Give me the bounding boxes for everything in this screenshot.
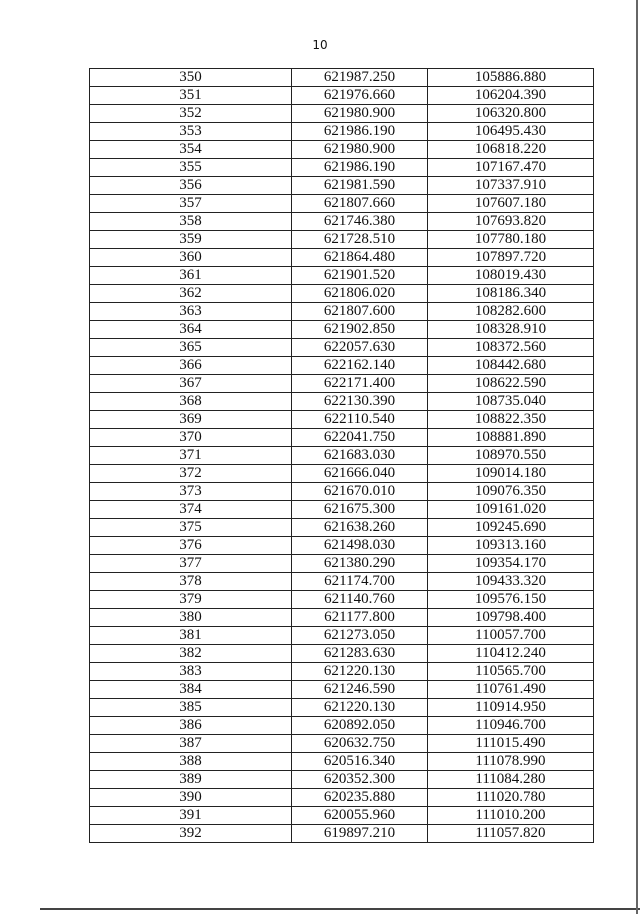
coordinates-table — [89, 68, 594, 843]
point-number-cell: 386 — [90, 717, 292, 735]
y-coordinate-cell: 105886.880 — [428, 69, 594, 87]
x-coordinate-cell: 620892.050 — [292, 717, 428, 735]
x-coordinate-cell: 621864.480 — [292, 249, 428, 267]
y-coordinate-cell: 107337.910 — [428, 177, 594, 195]
point-number-cell: 361 — [90, 267, 292, 285]
table-row — [90, 771, 594, 789]
table-row — [90, 483, 594, 501]
scan-edge-bottom — [40, 908, 640, 910]
table-row — [90, 519, 594, 537]
scan-edge-right — [636, 0, 638, 914]
x-coordinate-cell: 621666.040 — [292, 465, 428, 483]
point-number-cell: 358 — [90, 213, 292, 231]
x-coordinate-cell: 620516.340 — [292, 753, 428, 771]
point-number-cell: 366 — [90, 357, 292, 375]
table-row — [90, 807, 594, 825]
table-row — [90, 699, 594, 717]
x-coordinate-cell: 621670.010 — [292, 483, 428, 501]
point-number-cell: 388 — [90, 753, 292, 771]
point-number-cell: 385 — [90, 699, 292, 717]
point-number-cell: 376 — [90, 537, 292, 555]
point-number-cell: 384 — [90, 681, 292, 699]
y-coordinate-cell: 111078.990 — [428, 753, 594, 771]
point-number-cell: 367 — [90, 375, 292, 393]
table-row — [90, 159, 594, 177]
table-row — [90, 69, 594, 87]
table-row — [90, 645, 594, 663]
table-row — [90, 87, 594, 105]
y-coordinate-cell: 108372.560 — [428, 339, 594, 357]
y-coordinate-cell: 108186.340 — [428, 285, 594, 303]
table-row — [90, 375, 594, 393]
point-number-cell: 383 — [90, 663, 292, 681]
point-number-cell: 387 — [90, 735, 292, 753]
y-coordinate-cell: 107780.180 — [428, 231, 594, 249]
y-coordinate-cell: 108735.040 — [428, 393, 594, 411]
point-number-cell: 362 — [90, 285, 292, 303]
y-coordinate-cell: 110565.700 — [428, 663, 594, 681]
x-coordinate-cell: 621807.660 — [292, 195, 428, 213]
x-coordinate-cell: 621246.590 — [292, 681, 428, 699]
point-number-cell: 379 — [90, 591, 292, 609]
table-row — [90, 411, 594, 429]
x-coordinate-cell: 621987.250 — [292, 69, 428, 87]
point-number-cell: 364 — [90, 321, 292, 339]
point-number-cell: 357 — [90, 195, 292, 213]
point-number-cell: 370 — [90, 429, 292, 447]
table-row — [90, 231, 594, 249]
x-coordinate-cell: 622057.630 — [292, 339, 428, 357]
table-row — [90, 285, 594, 303]
point-number-cell: 374 — [90, 501, 292, 519]
table-row — [90, 663, 594, 681]
x-coordinate-cell: 621220.130 — [292, 699, 428, 717]
table-row — [90, 249, 594, 267]
x-coordinate-cell: 619897.210 — [292, 825, 428, 843]
y-coordinate-cell: 107607.180 — [428, 195, 594, 213]
table-row — [90, 825, 594, 843]
point-number-cell: 363 — [90, 303, 292, 321]
point-number-cell: 355 — [90, 159, 292, 177]
table-row — [90, 195, 594, 213]
y-coordinate-cell: 109313.160 — [428, 537, 594, 555]
point-number-cell: 372 — [90, 465, 292, 483]
x-coordinate-cell: 622130.390 — [292, 393, 428, 411]
table-row — [90, 627, 594, 645]
y-coordinate-cell: 106204.390 — [428, 87, 594, 105]
table-row — [90, 735, 594, 753]
y-coordinate-cell: 106495.430 — [428, 123, 594, 141]
x-coordinate-cell: 621273.050 — [292, 627, 428, 645]
y-coordinate-cell: 109076.350 — [428, 483, 594, 501]
page-number: 10 — [312, 38, 328, 52]
table-row — [90, 213, 594, 231]
table-row — [90, 447, 594, 465]
point-number-cell: 369 — [90, 411, 292, 429]
y-coordinate-cell: 109576.150 — [428, 591, 594, 609]
table-row — [90, 753, 594, 771]
y-coordinate-cell: 108822.350 — [428, 411, 594, 429]
y-coordinate-cell: 111057.820 — [428, 825, 594, 843]
y-coordinate-cell: 111020.780 — [428, 789, 594, 807]
point-number-cell: 373 — [90, 483, 292, 501]
y-coordinate-cell: 111010.200 — [428, 807, 594, 825]
point-number-cell: 392 — [90, 825, 292, 843]
x-coordinate-cell: 621901.520 — [292, 267, 428, 285]
point-number-cell: 353 — [90, 123, 292, 141]
x-coordinate-cell: 621976.660 — [292, 87, 428, 105]
y-coordinate-cell: 109161.020 — [428, 501, 594, 519]
y-coordinate-cell: 111084.280 — [428, 771, 594, 789]
y-coordinate-cell: 108019.430 — [428, 267, 594, 285]
point-number-cell: 377 — [90, 555, 292, 573]
table-row — [90, 429, 594, 447]
x-coordinate-cell: 621675.300 — [292, 501, 428, 519]
table-row — [90, 105, 594, 123]
y-coordinate-cell: 107167.470 — [428, 159, 594, 177]
x-coordinate-cell: 621140.760 — [292, 591, 428, 609]
y-coordinate-cell: 108328.910 — [428, 321, 594, 339]
table-row — [90, 321, 594, 339]
x-coordinate-cell: 621807.600 — [292, 303, 428, 321]
table-row — [90, 303, 594, 321]
x-coordinate-cell: 621981.590 — [292, 177, 428, 195]
point-number-cell: 390 — [90, 789, 292, 807]
point-number-cell: 380 — [90, 609, 292, 627]
point-number-cell: 352 — [90, 105, 292, 123]
point-number-cell: 351 — [90, 87, 292, 105]
y-coordinate-cell: 107693.820 — [428, 213, 594, 231]
y-coordinate-cell: 111015.490 — [428, 735, 594, 753]
y-coordinate-cell: 110057.700 — [428, 627, 594, 645]
y-coordinate-cell: 109433.320 — [428, 573, 594, 591]
table-row — [90, 339, 594, 357]
point-number-cell: 359 — [90, 231, 292, 249]
y-coordinate-cell: 110946.700 — [428, 717, 594, 735]
table-row — [90, 717, 594, 735]
y-coordinate-cell: 106818.220 — [428, 141, 594, 159]
y-coordinate-cell: 107897.720 — [428, 249, 594, 267]
point-number-cell: 368 — [90, 393, 292, 411]
point-number-cell: 389 — [90, 771, 292, 789]
table-row — [90, 537, 594, 555]
table-row — [90, 393, 594, 411]
x-coordinate-cell: 622110.540 — [292, 411, 428, 429]
x-coordinate-cell: 621498.030 — [292, 537, 428, 555]
x-coordinate-cell: 621902.850 — [292, 321, 428, 339]
point-number-cell: 382 — [90, 645, 292, 663]
table-row — [90, 609, 594, 627]
x-coordinate-cell: 620352.300 — [292, 771, 428, 789]
x-coordinate-cell: 621174.700 — [292, 573, 428, 591]
table-row — [90, 681, 594, 699]
x-coordinate-cell: 621980.900 — [292, 105, 428, 123]
x-coordinate-cell: 621986.190 — [292, 123, 428, 141]
x-coordinate-cell: 622162.140 — [292, 357, 428, 375]
y-coordinate-cell: 108881.890 — [428, 429, 594, 447]
y-coordinate-cell: 109354.170 — [428, 555, 594, 573]
x-coordinate-cell: 621283.630 — [292, 645, 428, 663]
x-coordinate-cell: 621980.900 — [292, 141, 428, 159]
y-coordinate-cell: 110914.950 — [428, 699, 594, 717]
x-coordinate-cell: 622171.400 — [292, 375, 428, 393]
y-coordinate-cell: 108622.590 — [428, 375, 594, 393]
y-coordinate-cell: 108442.680 — [428, 357, 594, 375]
point-number-cell: 350 — [90, 69, 292, 87]
x-coordinate-cell: 621220.130 — [292, 663, 428, 681]
table-row — [90, 177, 594, 195]
x-coordinate-cell: 621380.290 — [292, 555, 428, 573]
y-coordinate-cell: 110412.240 — [428, 645, 594, 663]
x-coordinate-cell: 621683.030 — [292, 447, 428, 465]
point-number-cell: 375 — [90, 519, 292, 537]
table-row — [90, 555, 594, 573]
table-row — [90, 501, 594, 519]
point-number-cell: 391 — [90, 807, 292, 825]
table-row — [90, 267, 594, 285]
x-coordinate-cell: 620055.960 — [292, 807, 428, 825]
y-coordinate-cell: 109245.690 — [428, 519, 594, 537]
table-row — [90, 123, 594, 141]
point-number-cell: 365 — [90, 339, 292, 357]
table-row — [90, 465, 594, 483]
y-coordinate-cell: 106320.800 — [428, 105, 594, 123]
x-coordinate-cell: 620632.750 — [292, 735, 428, 753]
point-number-cell: 381 — [90, 627, 292, 645]
point-number-cell: 371 — [90, 447, 292, 465]
table-row — [90, 591, 594, 609]
x-coordinate-cell: 621638.260 — [292, 519, 428, 537]
point-number-cell: 354 — [90, 141, 292, 159]
x-coordinate-cell: 621986.190 — [292, 159, 428, 177]
coordinates-table-body — [90, 69, 594, 843]
x-coordinate-cell: 621177.800 — [292, 609, 428, 627]
y-coordinate-cell: 108282.600 — [428, 303, 594, 321]
y-coordinate-cell: 108970.550 — [428, 447, 594, 465]
table-row — [90, 357, 594, 375]
x-coordinate-cell: 621728.510 — [292, 231, 428, 249]
x-coordinate-cell: 621746.380 — [292, 213, 428, 231]
x-coordinate-cell: 622041.750 — [292, 429, 428, 447]
point-number-cell: 378 — [90, 573, 292, 591]
point-number-cell: 360 — [90, 249, 292, 267]
y-coordinate-cell: 109798.400 — [428, 609, 594, 627]
y-coordinate-cell: 109014.180 — [428, 465, 594, 483]
table-row — [90, 789, 594, 807]
y-coordinate-cell: 110761.490 — [428, 681, 594, 699]
x-coordinate-cell: 621806.020 — [292, 285, 428, 303]
table-row — [90, 141, 594, 159]
point-number-cell: 356 — [90, 177, 292, 195]
x-coordinate-cell: 620235.880 — [292, 789, 428, 807]
table-row — [90, 573, 594, 591]
